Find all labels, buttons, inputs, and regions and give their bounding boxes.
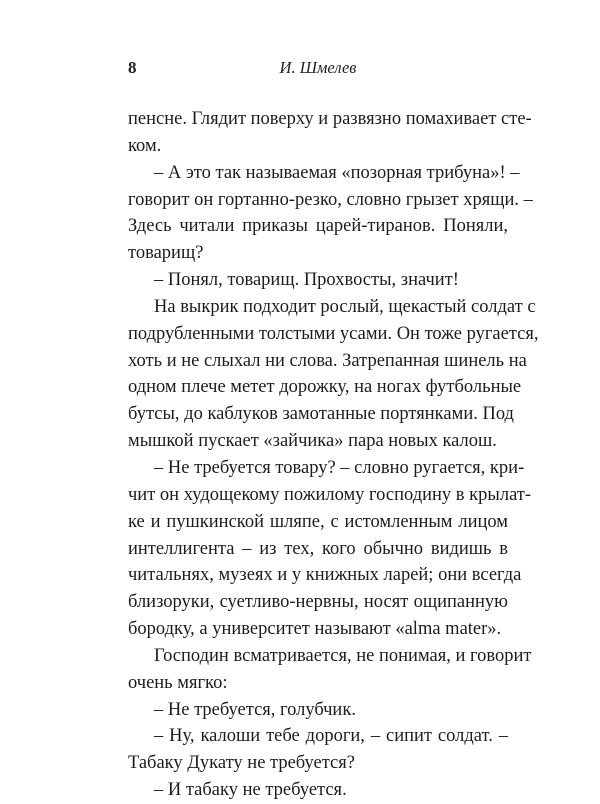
page-number: 8 [128,58,137,77]
text-line: говорит он гортанно-резко, словно грызет хрящи. – [128,189,533,210]
text-line: Здесь читали приказы царей-тиранов. Поняли, [128,216,508,237]
running-head-author: И. Шмелев [279,58,357,77]
text-line: чит он худощекому пожилому господину в крылат- [128,484,532,505]
text-line: одном плече метет дорожку, на ногах футбольные [128,377,522,398]
text-line: ком. [128,135,162,156]
text-line: – Не требуется, голубчик. [154,699,356,720]
text-line: – А это так называемая «позорная трибуна»! – [154,162,520,183]
text-line: близоруки, суетливо-нервны, носят ощипанную [128,592,508,613]
text-line: – И табаку не требуется. [154,780,347,801]
text-line: – Не требуется товару? – словно ругается, кри- [154,457,525,478]
body-text [128,106,539,804]
text-line: – Понял, товарищ. Прохвосты, значит! [154,270,459,291]
text-line: интеллигента – из тех, кого обычно видишь в [128,538,508,559]
text-line: Табаку Дукату не требуется? [128,753,355,774]
text-line: бутсы, до каблуков замотанные портянками. Под [128,404,514,425]
text-line: хоть и не слыхал ни слова. Затрепанная шинель на [128,350,527,371]
text-line: Господин всматривается, не понимая, и говорит [154,645,532,666]
text-line: читальнях, музеях и у книжных ларей; они всегда [128,565,522,586]
text-line: очень мягко: [128,672,228,693]
page-header [128,58,508,84]
text-line: ке и пушкинской шляпе, с истомленным лицом [128,511,508,532]
text-line: подрубленными толстыми усами. Он тоже ругается, [128,323,539,344]
text-line: бородку, а университет называют «alma mater». [128,619,502,640]
text-line: пенсне. Глядит поверху и развязно помахивает сте- [128,109,532,129]
text-line: товарищ? [128,243,204,264]
text-line: мышкой пускает «зайчика» пара новых калош. [128,431,497,452]
text-line: На выкрик подходит рослый, щекастый солдат с [154,296,536,317]
text-line: – Ну, калоши тебе дороги, – сипит солдат. – [154,726,508,747]
